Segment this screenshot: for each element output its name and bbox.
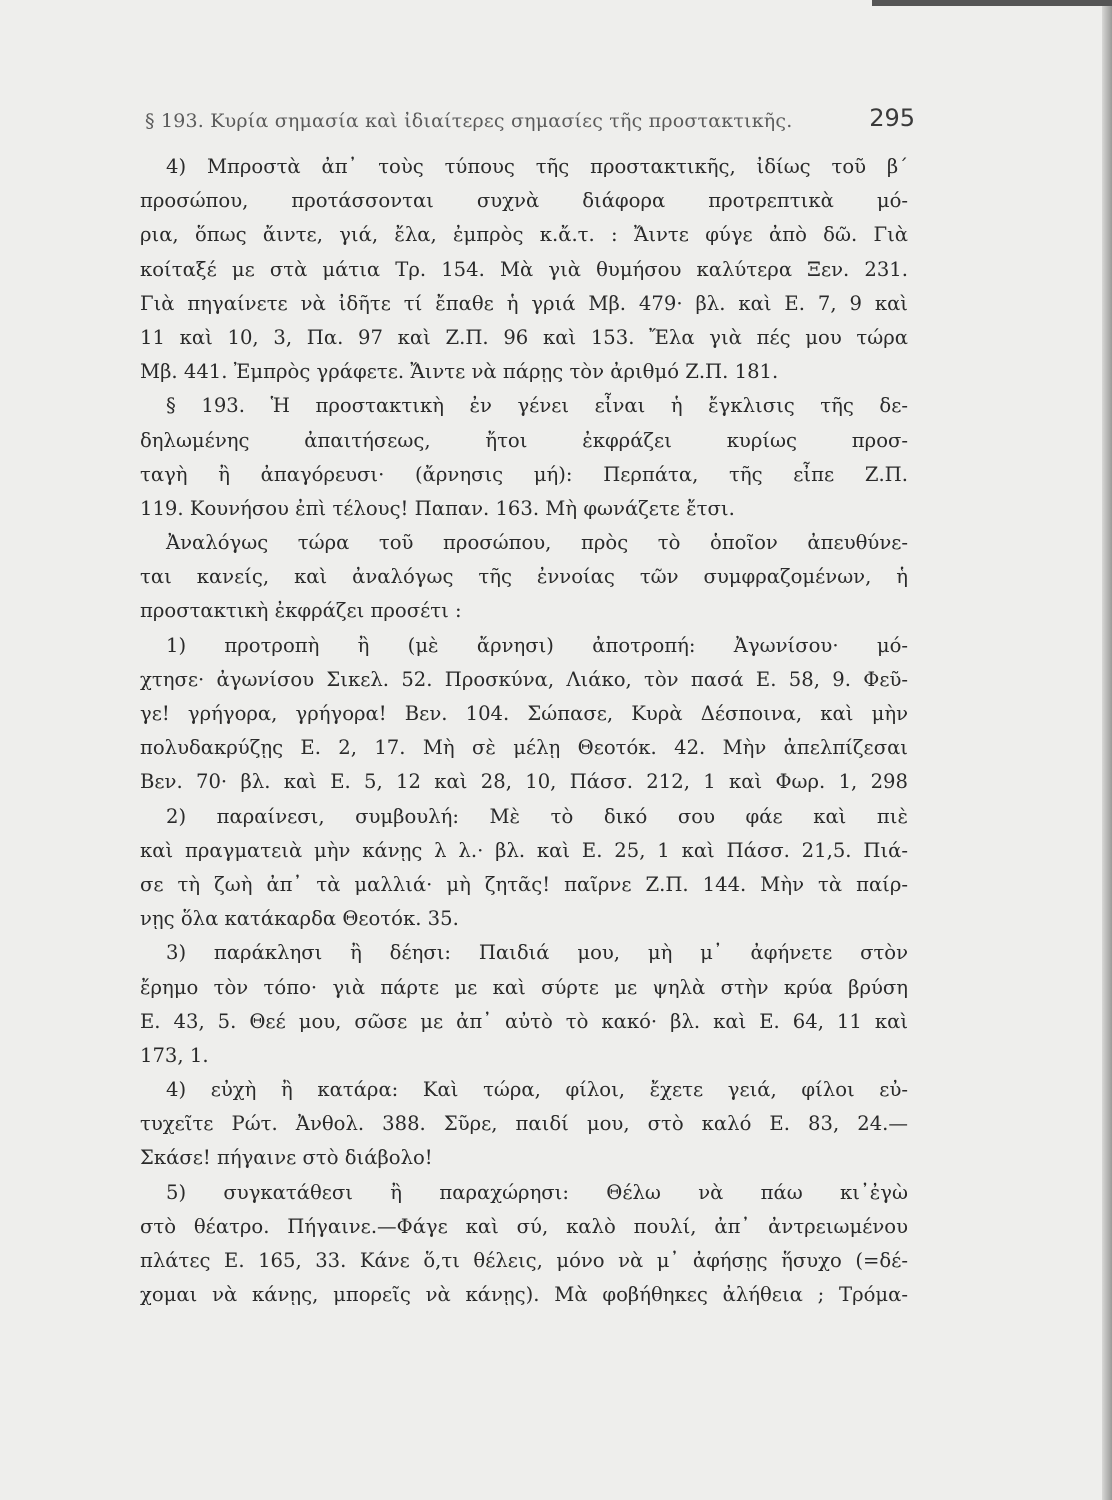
text-line: στὸ θέατρο. Πήγαινε.—Φάγε καὶ σύ, καλὸ πουλί, ἀπ᾿ ἀντρειωμένου <box>140 1214 908 1238</box>
text-line: χτησε· ἀγωνίσου Σικελ. 52. Προσκύνα, Λιάκο, τὸν πασά Ε. 58, 9. Φεῦ- <box>140 667 908 691</box>
text-line: Ε. 43, 5. Θεέ μου, σῶσε με ἀπ᾿ αὐτὸ τὸ κακό· βλ. καὶ Ε. 64, 11 καὶ <box>140 1009 908 1033</box>
text-line: 4) Μπροστὰ ἀπ᾿ τοὺς τύπους τῆς προστακτικῆς, ἰδίως τοῦ β΄ <box>166 155 908 178</box>
text-line: Γιὰ πηγαίνετε νὰ ἰδῆτε τί ἔπαθε ἡ γριά Μβ. 479· βλ. καὶ Ε. 7, 9 καὶ <box>140 291 908 315</box>
page-header <box>145 104 915 138</box>
text-line: δηλωμένης ἀπαιτήσεως, ἤτοι ἐκφράζει κυρίως προσ- <box>140 428 908 452</box>
text-line: ται κανείς, καὶ ἀναλόγως τῆς ἐννοίας τῶν συμφραζομένων, ἡ <box>140 565 908 589</box>
text-line: 3) παράκλησι ἢ δέησι: Παιδιά μου, μὴ μ᾿ ἀφήνετε στὸν <box>166 941 908 965</box>
section-heading-line: § 193. Ἡ προστακτικὴ ἐν γένει εἶναι ἡ ἔγκλισις τῆς δε- <box>166 394 908 418</box>
text-line: τυχεῖτε Ρώτ. Ἀνθολ. 388. Σῦρε, παιδί μου, στὸ καλό Ε. 83, 24.— <box>140 1112 908 1136</box>
text-line: 173, 1. <box>140 1043 209 1067</box>
text-line: νῃς ὅλα κατάκαρδα Θεοτόκ. 35. <box>140 907 459 931</box>
page-number: 295 <box>869 104 915 132</box>
text-line: Μβ. 441. Ἐμπρὸς γράφετε. Ἄιντε νὰ πάρῃς τὸν ἀριθμό Ζ.Π. 181. <box>140 360 779 384</box>
text-line: χομαι νὰ κάνῃς, μπορεῖς νὰ κάνῃς). Μὰ φοβήθηκες ἀλήθεια ; Τρόμα- <box>140 1283 908 1307</box>
text-line: 4) εὐχὴ ἢ κατάρα: Καὶ τώρα, φίλοι, ἔχετε γειά, φίλοι εὐ- <box>166 1078 908 1102</box>
text-line: Σκάσε! πήγαινε στὸ διάβολο! <box>140 1146 433 1170</box>
text-line: ἔρημο τὸν τόπο· γιὰ πάρτε με καὶ σύρτε με ψηλὰ στὴν κρύα βρύση <box>140 975 908 999</box>
text-line: 5) συγκατάθεσι ἢ παραχώρησι: Θέλω νὰ πάω κι᾿ἐγὼ <box>166 1180 908 1204</box>
text-line: ταγὴ ἢ ἀπαγόρευσι· (ἄρνησις μή): Περπάτα, τῆς εἶπε Ζ.Π. <box>140 462 908 486</box>
scan-border <box>872 0 1112 6</box>
text-line: Ἀναλόγως τώρα τοῦ προσώπου, πρὸς τὸ ὁποῖον ἀπευθύνε- <box>166 531 908 555</box>
running-head: § 193. Κυρία σημασία καὶ ἰδιαίτερες σημασίες τῆς προστακτικῆς. <box>145 110 793 132</box>
text-line: κοίταξέ με στὰ μάτια Τρ. 154. Μὰ γιὰ θυμήσου καλύτερα Ξεν. 231. <box>140 257 908 281</box>
text-line: προστακτικὴ ἐκφράζει προσέτι : <box>140 599 462 623</box>
text-line: 1) προτροπὴ ἢ (μὲ ἄρνησι) ἀποτροπή: Ἀγωνίσου· μό- <box>166 633 908 657</box>
text-line: 11 καὶ 10, 3, Πα. 97 καὶ Ζ.Π. 96 καὶ 153. Ἔλα γιὰ πές μου τώρα <box>140 325 908 349</box>
text-line: 119. Κουνήσου ἐπὶ τέλους! Παπαν. 163. Μὴ φωνάζετε ἔτσι. <box>140 496 735 520</box>
text-line: 2) παραίνεσι, συμβουλή: Μὲ τὸ δικό σου φάε καὶ πιὲ <box>166 804 908 828</box>
body-text <box>140 150 908 1312</box>
text-line: Βεν. 70· βλ. καὶ Ε. 5, 12 καὶ 28, 10, Πάσσ. 212, 1 καὶ Φωρ. 1, 298 <box>140 770 908 794</box>
text-line: πολυδακρύζῃς Ε. 2, 17. Μὴ σὲ μέλῃ Θεοτόκ. 42. Μὴν ἀπελπίζεσαι <box>140 736 908 760</box>
text-line: ρια, ὅπως ἄιντε, γιά, ἔλα, ἐμπρὸς κ.ἄ.τ. : Ἄιντε φύγε ἀπὸ δῶ. Γιὰ <box>140 223 908 247</box>
text-line: σε τὴ ζωὴ ἀπ᾿ τὰ μαλλιά· μὴ ζητᾶς! παῖρνε Ζ.Π. 144. Μὴν τὰ παίρ- <box>140 872 908 896</box>
page-edge-shadow <box>1102 0 1112 1500</box>
text-line: προσώπου, προτάσσονται συχνὰ διάφορα προτρεπτικὰ μό- <box>140 189 908 213</box>
text-line: καὶ πραγματειὰ μὴν κάνῃς λ λ.· βλ. καὶ Ε. 25, 1 καὶ Πάσσ. 21,5. Πιά- <box>140 838 908 862</box>
text-line: γε! γρήγορα, γρήγορα! Βεν. 104. Σώπασε, Κυρὰ Δέσποινα, καὶ μὴν <box>140 702 908 725</box>
text-line: πλάτες Ε. 165, 33. Κάνε ὅ,τι θέλεις, μόνο νὰ μ᾿ ἀφήσῃς ἥσυχο (=δέ- <box>140 1249 908 1272</box>
